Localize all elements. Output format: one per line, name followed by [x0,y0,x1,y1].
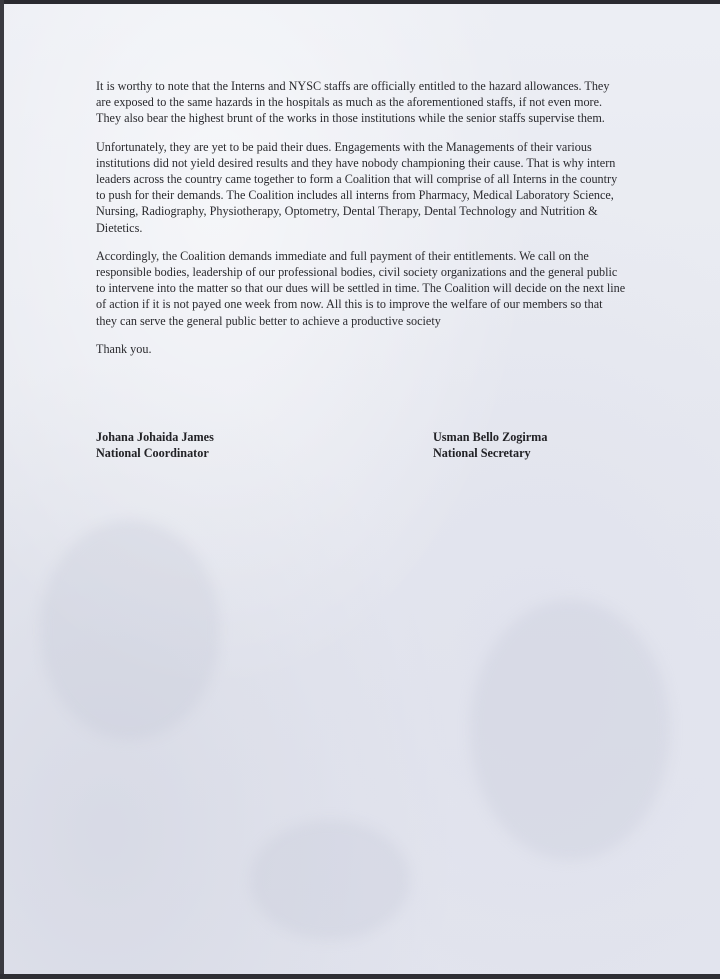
scan-edge-bottom [0,974,720,979]
signatory-title: National Secretary [433,445,531,460]
signatory-name: Johana Johaida James [96,430,214,444]
paragraph-hazard-allowance: It is worthy to note that the Interns and NYSC staffs are officially entitled to the hazard allowances. They are exposed to the same hazards in the hospitals as much as the aforementioned staffs, if not even more. They also bear the highest brunt of the works in those institutions while the senior staffs supervise them. [96,79,610,126]
paper-smudge [470,600,670,860]
paragraph-unpaid-dues: Unfortunately, they are yet to be paid their dues. Engagements with the Managements of their various institutions did not yield desired results and they have nobody championing their cause. That is why intern leaders across the country came together to form a Coalition that will comprise of all Interns in the country to push for their demands. The Coalition includes all interns from Pharmacy, Medical Laboratory Science, Nursing, Radiography, Physiotherapy, Optometry, Dental Therapy, Dental Technology and Nutrition & Dietetics. [96,139,618,235]
signature-block-coordinator [96,430,214,461]
paragraph-coalition-demands: Accordingly, the Coalition demands immediate and full payment of their entitlements. We call on the responsible bodies, leadership of our professional bodies, civil society organizations and the general public to intervene into the matter so that our dues will be settled in time. The Coalition will decide on the next line of action if it is not payed one week from now. All this is to improve the welfare of our members so that they can serve the general public better to achieve a productive society [96,248,626,328]
paper-smudge [250,820,410,940]
scan-edge-left [0,0,4,979]
closing-thank-you: Thank you. [96,341,152,356]
signatory-name: Usman Bello Zogirma [433,430,548,444]
signature-block-secretary [433,430,547,461]
scan-edge-top [0,0,720,4]
signatory-title: National Coordinator [96,445,209,460]
letter-body [96,78,626,357]
paper-smudge [40,520,220,740]
